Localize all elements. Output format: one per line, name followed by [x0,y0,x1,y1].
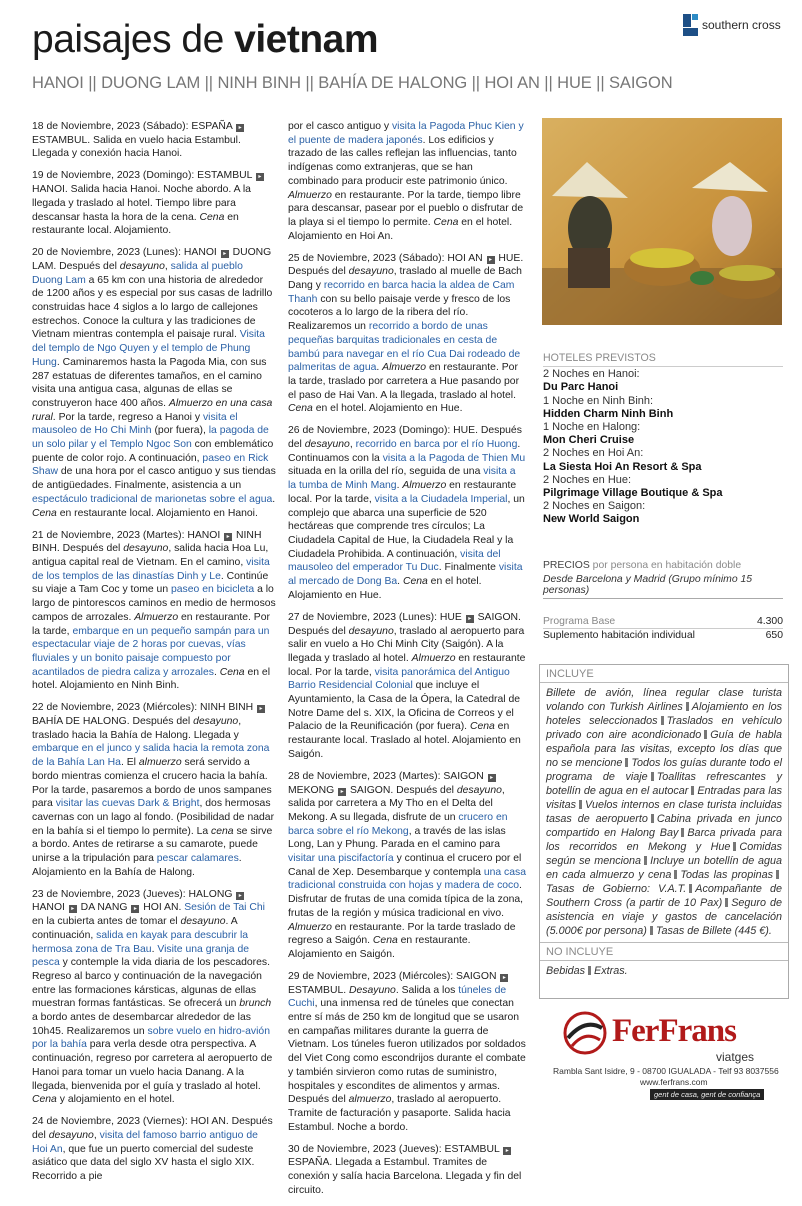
day-text: en restaurante. Por la tarde, [32,611,270,637]
day-text: . [151,943,158,955]
hotel-name: Pilgrimage Village Boutique & Spa [543,487,723,500]
itinerary-day [288,770,526,962]
highlight-text: visita al mercado de Dong Ba [288,562,523,588]
day-text: ESTAMBUL. [288,984,350,996]
incluye-list [540,683,788,942]
highlight-text: espectáculo tradicional de marionetas sobre el agua [32,493,273,505]
separator-icon [776,870,779,879]
highlight-text: visita panorámica del Antiguo Barrio Residencial Colonial [288,666,510,692]
day-text: en restaurante local. Traslado al hotel. Alojamiento en Saigón. [288,721,521,760]
price-row [543,629,783,642]
itinerary-day [288,252,526,416]
separator-icon [725,898,728,907]
southern-cross-logo [683,13,781,37]
arrow-icon: ▸ [466,615,474,623]
hotel-list [543,368,783,526]
itinerary-day [32,701,276,879]
day-text: 23 de Noviembre, 2023 (Jueves): HALONG [32,888,236,900]
highlight-text: embarque en el junco y salida hacia la remota zona de la Bahía Lan Ha [32,743,270,769]
meal-text: almuerzo [348,1094,392,1106]
day-text: . A continuación, [32,916,238,941]
price-row [543,615,783,629]
day-text: . Finalmente [438,562,499,574]
day-text: para verla desde otra perspectiva. A continuación, regreso por carretera al aeropuerto de Hanoi para tomar un vuelo hacia Danang. A la llegada, bienvenida por el guía y traslado al hotel. [32,1039,273,1092]
price-value: 4.300 [756,616,783,627]
day-text: en el hotel. Alojamiento en Ninh Binh. [32,666,270,692]
highlight-text: visita de los templos de las dinastías Dinh y Le [32,556,270,582]
separator-icon [644,856,647,865]
arrow-icon: ▸ [500,974,508,982]
list-item: Todos los guías durante todo el programa de viaje [546,757,782,783]
day-text: . [396,480,403,492]
arrow-icon: ▸ [131,905,139,913]
highlight-text: visita la Pagoda Phuc Kien y el puente de madera japonés [288,121,524,146]
highlight-text: salida al pueblo Duong Lam [32,260,243,286]
list-item: Barca privada para los recorridos en Mekong y Hue [546,827,782,853]
day-text: SAIGON. Después del [288,611,521,637]
page-title [32,18,378,62]
meal-text: Almuerzo [288,189,332,201]
footer-web[interactable]: www.ferfrans.com [640,1077,708,1087]
day-text: , [164,260,171,272]
price-label: Suplemento habitación individual [543,630,695,641]
hotel-nights: 1 Noche en Halong: [543,421,641,434]
highlight-text: salida en kayak para descubrir la hermosa zona de Tra Bau [32,929,249,955]
list-item: Incluye un botellín de agua en cada almuerzo y cena [546,855,783,881]
logo-text: southern cross [702,18,781,32]
day-text: . Salida a los [395,984,459,996]
hotel-nights: 2 Noches en Hoi An: [543,447,644,460]
day-text: con emblemático puente de color rojo. A continuación, [32,439,274,464]
arrow-icon: ▸ [338,788,346,796]
day-text: HANOI [32,902,68,914]
itinerary-day [288,120,526,243]
no-incluye-title: NO INCLUYE [540,942,788,961]
highlight-text: recorrido a bordo de unas pequeñas barquitas tradicionales en cesta de bambú para navegar en el río Cua Dai rodeado de palmeritas de agua [288,321,521,374]
hotel-name: Du Parc Hanoi [543,381,619,394]
incluye-box [539,664,789,999]
itinerary-day [288,611,526,762]
day-text: . Continúe su viaje a Tam Coc y tome un [32,570,269,596]
day-text: , traslado al muelle de Bach Dang y [288,266,522,292]
hotel-nights: 2 Noches en Hanoi: [543,368,640,381]
arrow-icon: ▸ [503,1147,511,1155]
arrow-icon: ▸ [257,705,265,713]
day-text: por el casco antiguo y [288,121,392,132]
meal-text: Cena [469,721,495,733]
highlight-text: crucero en barca sobre el río Mekong [288,811,508,837]
separator-icon [689,884,692,893]
highlight-text: Visita del templo de Ngo Quyen y el templo de Phung Hung [32,329,265,368]
separator-icon [686,702,689,711]
arrow-icon: ▸ [488,774,496,782]
day-text: 27 de Noviembre, 2023 (Lunes): HUE [288,611,465,623]
highlight-text: visita a la Pagoda de Thien Mu [382,452,526,464]
day-text: en restaurante. Por la tarde traslado de regreso a Saigón. [288,921,516,947]
day-text: en restaurante. Alojamiento en Saigón. [288,935,471,960]
day-text: a lo largo de pintorescos caminos en medio de hermosos campos de arrozales. [32,584,276,623]
day-text: . Caminaremos hasta la Pagoda Mia, con sus 287 estatuas de diferentes tamaños, en el camino visita una antigua casa, algunas de ellas se construyeron hace 400 años. [32,356,267,409]
day-text: 18 de Noviembre, 2023 (Sábado): ESPAÑA [32,121,236,132]
meal-text: desayuno [180,916,226,928]
separator-icon [651,772,654,781]
day-text: SAIGON. Después del [347,784,457,796]
itinerary-column-2 [288,120,526,1206]
highlight-text: visita del famoso barrio antiguo de Hoi An [32,1130,258,1155]
meal-text: Cena [433,216,459,228]
arrow-icon: ▸ [256,173,264,181]
day-text: HANOI. Salida hacia Hanoi. Noche abordo. A la llegada y traslado al hotel. Tiempo libre para descansar hasta la hora de la cena. [32,184,251,223]
separator-icon [579,800,582,809]
day-text: se sirve a bordo. Antes de retirarse a su camarote, puede unirse a la tripulación para [32,825,273,865]
day-text: DUONG LAM. Después del [32,247,272,272]
list-item: Acompañante de Southern Cross (a partir de 10 Pax) [546,883,782,909]
ferfrans-logo [553,1010,785,1100]
list-item: Traslados en vehículo privado con aire acondicionado [546,715,783,741]
itinerary-day [32,888,276,1107]
arrow-icon: ▸ [487,256,495,264]
day-text: . [397,576,403,588]
list-item: Toallitas refrescantes y botellín de agua en el autocar [546,771,782,797]
separator-icon [661,716,664,725]
day-text: que incluye el Ayuntamiento, la Casa de la Ópera, la Catedral de Notre Dame del s. XIX, la Oficina de Correos y el Palacio de la Reunificación (por fuera). [288,680,521,733]
hotel-name: Mon Cheri Cruise [543,434,635,447]
day-text: en restaurante local. Por la tarde, [288,652,526,678]
prices-title [543,560,783,571]
title-bold: vietnam [234,18,379,61]
day-text: de una hora por el casco antiguo y sus tiendas de antigüedades. Finalmente, asistencia a un [32,466,276,492]
day-text: en restaurante local. Alojamiento en Hanoi. [56,507,258,519]
day-text: 24 de Noviembre, 2023 (Viernes): HOI AN. Después del [32,1116,273,1141]
day-text: . El [120,757,139,769]
list-item: Alojamiento en los hoteles seleccionados [546,701,782,727]
day-text: . [376,362,383,374]
day-text: ESPAÑA. Llegada a Estambul. Tramites de conexión y salía hacia Barcelona. Llegada y fin del circuito. [288,1157,522,1196]
day-text: ESTAMBUL. Salida en vuelo hacia Estambul. Llegada y conexión hacia Hanoi. [32,134,241,160]
day-text: HUE. Después del [288,252,524,278]
highlight-text: visitar las cuevas Dark & Bright [55,798,200,810]
day-text: en restaurante local. Alojamiento. [32,211,239,237]
hotel-name: La Siesta Hoi An Resort & Spa [543,460,702,473]
list-item: Tasas de Gobierno: V.A.T. [546,883,687,895]
day-text: a 65 km con una historia de alrededor de 1200 años y es especial por sus casas de ladrillo construidas hace 4 siglos a lo largo de callejones estrechos. Conoce la cultura y las tradiciones de Vietnam mientras contempla el paisaje rural. [32,274,273,341]
separator-icon [681,828,684,837]
highlight-text: visitar una piscifactoría [288,853,394,865]
hotel-nights: 1 Noche en Ninh Binh: [543,394,654,407]
arrow-icon: ▸ [69,905,77,913]
day-text: a bordo antes de desembarcar alrededor de las 10h45. Realizaremos un [32,1012,251,1037]
no-incluye-list [540,961,788,982]
globe-icon [562,1010,608,1056]
meal-text: Almuerzo [402,480,447,492]
day-text: . Continuamos con la [288,439,521,464]
separator-icon [733,842,736,851]
arrow-icon: ▸ [236,124,244,132]
itinerary-day [32,1115,276,1184]
highlight-text: recorrido en barca hacia la aldea de Cam Thanh [288,280,515,305]
meal-text: cena [211,825,234,837]
list-item: Vuelos internos en clase turista incluidas tasas de aeropuerto [546,799,782,825]
day-text: en restaurante. Por la tarde, tiempo libre para descansar, pasear por el pueblo o disfrutar de la playa si el tiempo lo permite. [288,189,524,228]
separator-icon [691,786,694,795]
itinerary-day [288,424,526,602]
meal-text: desayuno [456,784,502,796]
day-text: , salida hacia Hoa Lu, antigua capital real de Vietnam. En el camino, [32,543,269,568]
arrow-icon: ▸ [236,892,244,900]
day-text: y continua el crucero por el Canal de Xep. Desembarque y contempla [288,853,522,878]
meal-text: Cena [219,666,245,678]
highlight-text: paseo en Rick Shaw [32,452,269,478]
day-text: (por fuera), [151,425,209,437]
highlight-text: sobre vuelo en hidro-avión por la bahía [32,1025,270,1051]
day-text: 21 de Noviembre, 2023 (Martes): HANOI [32,529,224,541]
day-text: en la cubierta antes de tomar el [32,916,181,928]
highlight-text: recorrido en barca por el río Huong [355,439,518,451]
list-item: Seguro de asistencia en viaje y gastos de cancelación (5.000€ por persona) [546,897,782,937]
list-item: Tasas de Billete (445 €). [655,925,772,937]
day-text: . [272,493,276,505]
day-text: DA NANG [77,902,131,914]
meal-text: Cena [199,211,225,223]
highlight-text: paseo en bicicleta [171,584,255,596]
title-light: paisajes de [32,18,224,61]
meal-text: Desayuno [349,984,396,996]
separator-icon [650,926,653,935]
meal-text: desayuno [193,716,239,728]
list-item: Cabina privada en junco compartido en Halong Bay [546,813,782,839]
day-text: BAHÍA DE HALONG. Después del [32,716,194,728]
highlight-text: embarque en un pequeño sampán para un espectacular viaje de 2 horas por cuevas, vías fluviales y un bonito paisaje compuesto por acantilados de piedra caliza y arrozales [32,625,270,678]
incluye-title: INCLUYE [540,665,788,683]
prices-subtitle: Desde Barcelona y Madrid (Grupo mínimo 15 personas) [543,574,783,599]
itinerary-day [32,529,276,693]
highlight-text: túneles de Cuchi [288,984,507,1010]
highlight-text: visita del mausoleo del emperador Tu Duc [288,548,501,574]
list-item: Comidas según se menciona [546,841,782,867]
price-label: Programa Base [543,616,616,627]
meal-text: Cena [32,1094,57,1106]
day-text: . Alojamiento en la Bahía de Halong. [32,853,242,878]
itinerary-day [288,1143,526,1198]
separator-icon [674,870,677,879]
day-text: 28 de Noviembre, 2023 (Martes): SAIGON [288,770,487,782]
hotel-name: Hidden Charm Ninh Binh [543,407,674,420]
day-text: . Los edificios y trazado de las calles reflejan las influencias, tanto indígenas como extranjeras, que se han combinado para producir este patrimonio único. [288,134,517,187]
day-text: 20 de Noviembre, 2023 (Lunes): HANOI [32,247,220,259]
itinerary-day [32,246,276,520]
highlight-text: Sesión de Tai Chi [184,902,265,914]
meal-text: Almuerzo [134,611,179,623]
meal-text: desayuno [123,543,169,555]
highlight-text: visita a la tumba de Minh Mang [288,466,516,492]
day-text: , una inmensa red de túneles que conectan entre sí más de 250 km de longitud que se usaron en campañas militares durante la guerra de Vietnam. Los túneles fueron utilizados por soldados del Viet Cong como escondrijos durante el combate y también sirvieron como rutas de suministro, hospitales y escondites de alimentos y armas. Después del [288,998,526,1106]
day-text: 29 de Noviembre, 2023 (Miércoles): SAIGON [288,970,500,982]
meal-text: brunch [239,998,272,1010]
highlight-text: la pagoda de un solo pilar y el Templo Ngoc Son [32,425,269,451]
meal-text: desayuno [348,266,394,278]
footer-slogan: gent de casa, gent de confiança [650,1089,764,1100]
day-text: , traslado al aeropuerto para salir en vuelo a Ho Chi Minh City (Saigón). A la llegada y traslado al hotel. [288,625,525,664]
meal-text: desayuno [48,1130,94,1141]
day-text: y alojamiento en el hotel. [56,1094,175,1106]
arrow-icon: ▸ [224,533,232,541]
hotel-nights: 2 Noches en Hue: [543,473,632,486]
ferfrans-sub: viatges [716,1050,755,1064]
meal-text: Cena [32,507,57,519]
meal-text: desayuno [304,439,350,451]
day-text: NINH BINH. Después del [32,529,262,555]
day-text: , [93,1130,100,1141]
separator-icon [704,730,707,739]
meal-text: desayuno [348,625,394,637]
separator-icon [588,966,591,975]
highlight-text: visita a la Ciudadela Imperial [374,493,508,505]
day-text: , dos hermosas cavernas con un lago al fondo. (Posibilidad de nadar en la bahía si el tiempo lo permite). La [32,798,275,837]
hotel-name: New World Saigon [543,513,640,526]
meal-text: Almuerzo [382,362,427,374]
itinerary-column-1 [32,120,276,1192]
day-text: , [349,439,356,451]
itinerary-day [32,169,276,238]
list-item: Extras. [594,965,628,977]
day-text: situada en la orilla del río, seguida de una [288,466,484,478]
meal-text: Almuerzo [411,652,456,664]
route-subtitle: HANOI || DUONG LAM || NINH BINH || BAHÍA DE HALONG || HOI AN || HUE || SAIGON [32,74,673,92]
day-text: 26 de Noviembre, 2023 (Domingo): HUE. Después del [288,425,522,451]
price-value: 650 [765,630,783,641]
list-item: Entradas para las visitas [546,785,782,811]
day-text: HOI AN. [140,902,185,914]
list-item: Billete de avión, línea regular clase turista volando con Turkish Airlines [546,687,782,713]
highlight-text: Visite una granja de pesca [32,943,250,969]
day-text: con su bello paisaje verde y fresco de los cocoteros a lo largo de la ribera del río. Realizaremos un [288,293,511,333]
separator-icon [625,758,628,767]
day-text: en el hotel. Alojamiento en Hue. [288,576,482,601]
day-text: en restaurante. Por la tarde, traslado por carretera a Hue pasando por el paso de Hai Van. A la llegada, traslado al hotel. [288,362,520,401]
itinerary-day [32,120,276,161]
list-item: Todas las propinas [680,869,773,881]
day-text: en el hotel. Alojamiento en Hoi An. [288,216,513,242]
list-item: Bebidas [546,965,586,977]
prices-title-strong: PRECIOS [543,560,590,571]
day-text: , un complejo que abarca una superficie de 520 hectáreas que comprende tres círculos; La Ciudadela Capital de Hue, la Ciudadela Real y la Ciudadela Prohibida. A continuación, [288,493,525,560]
meal-text: Cena [402,576,428,588]
logo-square-icon [683,14,698,36]
day-text: 25 de Noviembre, 2023 (Sábado): HOI AN [288,252,486,264]
footer-address: Rambla Sant Isidre, 9 - 08700 IGUALADA - Telf 93 8037556 [553,1066,779,1076]
vendors-photo [542,118,782,325]
ferfrans-brand: FerFrans [612,1013,736,1049]
arrow-icon: ▸ [221,250,229,258]
meal-text: almuerzo [138,757,182,769]
day-text: será servido a bordo mientras comienza el crucero hacia la bahía. Por la tarde, pasaremos a bordo de unos sampanes para [32,757,272,810]
day-text: . Disfrutar de frutas de una comida típica de la zona, frutas de la región y música tradicional en vivo. [288,880,524,919]
hotels-title: HOTELES PREVISTOS [543,352,783,367]
day-text: en el hotel. Alojamiento en Hue. [312,403,463,415]
meal-text: Almuerzo en una casa rural [32,397,273,423]
meal-text: Cena [372,935,398,947]
day-text: y contemple la vida diaria de los pescadores. Regreso al barco y continuación de la navegación entre las formaciones kársticas, algunas de ellas muestran formas fantásticas. Se ofrecerá un [32,957,270,1010]
day-text: 30 de Noviembre, 2023 (Jueves): ESTAMBUL [288,1143,503,1155]
day-text: , que fue un puerto comercial del sudeste asiático que data del siglo XV hasta el siglo XIX. Recorrido a pie [32,1143,255,1183]
day-text: , traslado hacia la Bahía de Halong. Llegada y [32,716,242,741]
day-text: . Por la tarde, regreso a Hanoi y [52,411,203,423]
highlight-text: una casa tradicional construida con hojas y madera de coco [288,866,526,892]
meal-text: Almuerzo [288,921,332,933]
hotels-section [543,352,783,527]
highlight-text: visita el mausoleo de Ho Chi Minh [32,411,238,437]
meal-text: Cena [288,403,313,415]
prices-title-rest: por persona en habitación doble [589,560,742,571]
separator-icon [651,814,654,823]
day-text: 19 de Noviembre, 2023 (Domingo): ESTAMBUL [32,170,255,182]
day-text: MEKONG [288,784,338,796]
day-text: , a través de las islas Long, Lan y Phung. Parada en el camino para [288,825,506,851]
day-text: 22 de Noviembre, 2023 (Miércoles): NINH BINH [32,702,257,714]
hotel-nights: 2 Noches en Saigon: [543,500,646,513]
day-text: . [213,666,220,678]
highlight-text: pescar calamares [156,853,239,865]
day-text: en restaurante local. Por la tarde, [288,480,517,505]
meal-text: desayuno [119,260,165,272]
day-text: , salida por carretera a My Tho en el Delta del Mekong. A su llegada, disfrute de un [288,784,505,823]
day-text: , traslado al aeropuerto. Tramite de facturación y pasaporte. Salida hacia Estambul. Noche a bordo. [288,1094,511,1133]
prices-section [543,560,783,642]
list-item: Guía de habla española para las visitas, excepto los días que no se mencione [546,729,782,769]
